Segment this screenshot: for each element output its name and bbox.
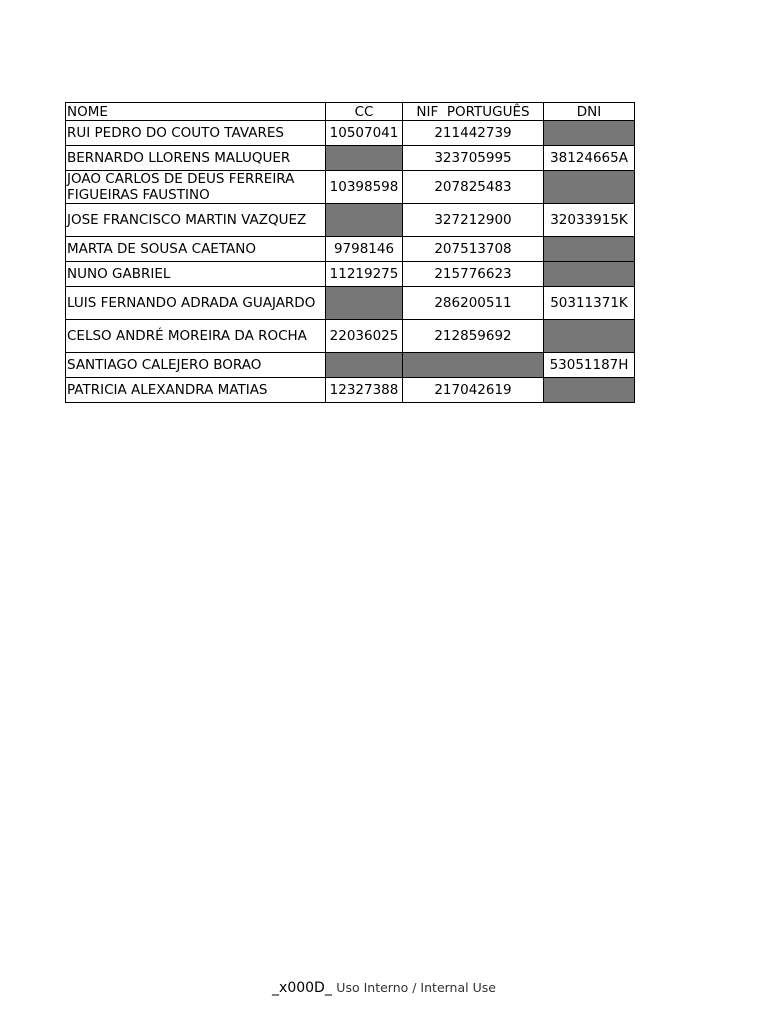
cell-nif — [403, 353, 544, 378]
cell-cc: 12327388 — [326, 378, 403, 403]
cell-name: SANTIAGO CALEJERO BORAO — [66, 353, 326, 378]
cell-cc — [326, 287, 403, 320]
cell-nif: 211442739 — [403, 121, 544, 146]
table-row — [66, 146, 635, 171]
cell-cc: 11219275 — [326, 262, 403, 287]
table-row — [66, 262, 635, 287]
cell-name: MARTA DE SOUSA CAETANO — [66, 237, 326, 262]
cell-dni — [544, 378, 635, 403]
header-dni: DNI — [544, 103, 635, 121]
cell-dni: 50311371K — [544, 287, 635, 320]
header-nif: NIF PORTUGUÊS — [403, 103, 544, 121]
table-row — [66, 378, 635, 403]
cell-name: NUNO GABRIEL — [66, 262, 326, 287]
cell-cc: 22036025 — [326, 320, 403, 353]
cell-name: PATRICIA ALEXANDRA MATIAS — [66, 378, 326, 403]
cell-cc — [326, 204, 403, 237]
cell-cc — [326, 146, 403, 171]
footer — [0, 980, 768, 996]
table-row — [66, 121, 635, 146]
footer-code: _x000D_ — [272, 980, 332, 996]
cell-nif: 207513708 — [403, 237, 544, 262]
cell-nif: 327212900 — [403, 204, 544, 237]
cell-nif: 323705995 — [403, 146, 544, 171]
cell-name: CELSO ANDRÉ MOREIRA DA ROCHA — [66, 320, 326, 353]
cell-cc — [326, 353, 403, 378]
cell-nif: 215776623 — [403, 262, 544, 287]
cell-dni: 38124665A — [544, 146, 635, 171]
table-header-row — [66, 103, 635, 121]
table-row — [66, 171, 635, 204]
cell-cc: 10398598 — [326, 171, 403, 204]
table-row — [66, 237, 635, 262]
cell-name: RUI PEDRO DO COUTO TAVARES — [66, 121, 326, 146]
table-row — [66, 204, 635, 237]
footer-classification: Uso Interno / Internal Use — [336, 980, 496, 995]
table-row — [66, 287, 635, 320]
cell-dni — [544, 121, 635, 146]
cell-cc: 10507041 — [326, 121, 403, 146]
cell-nif: 212859692 — [403, 320, 544, 353]
cell-nif: 217042619 — [403, 378, 544, 403]
cell-nif: 286200511 — [403, 287, 544, 320]
cell-dni — [544, 262, 635, 287]
data-table — [65, 102, 635, 403]
cell-nif: 207825483 — [403, 171, 544, 204]
cell-dni — [544, 320, 635, 353]
cell-name: JOSE FRANCISCO MARTIN VAZQUEZ — [66, 204, 326, 237]
cell-cc: 9798146 — [326, 237, 403, 262]
header-nome: NOME — [66, 103, 326, 121]
header-cc: CC — [326, 103, 403, 121]
cell-dni — [544, 237, 635, 262]
table-row — [66, 353, 635, 378]
cell-dni — [544, 171, 635, 204]
cell-name: BERNARDO LLORENS MALUQUER — [66, 146, 326, 171]
table-row — [66, 320, 635, 353]
cell-dni: 53051187H — [544, 353, 635, 378]
cell-dni: 32033915K — [544, 204, 635, 237]
cell-name: JOAO CARLOS DE DEUS FERREIRA FIGUEIRAS FAUSTINO — [66, 171, 326, 204]
cell-name: LUIS FERNANDO ADRADA GUAJARDO — [66, 287, 326, 320]
